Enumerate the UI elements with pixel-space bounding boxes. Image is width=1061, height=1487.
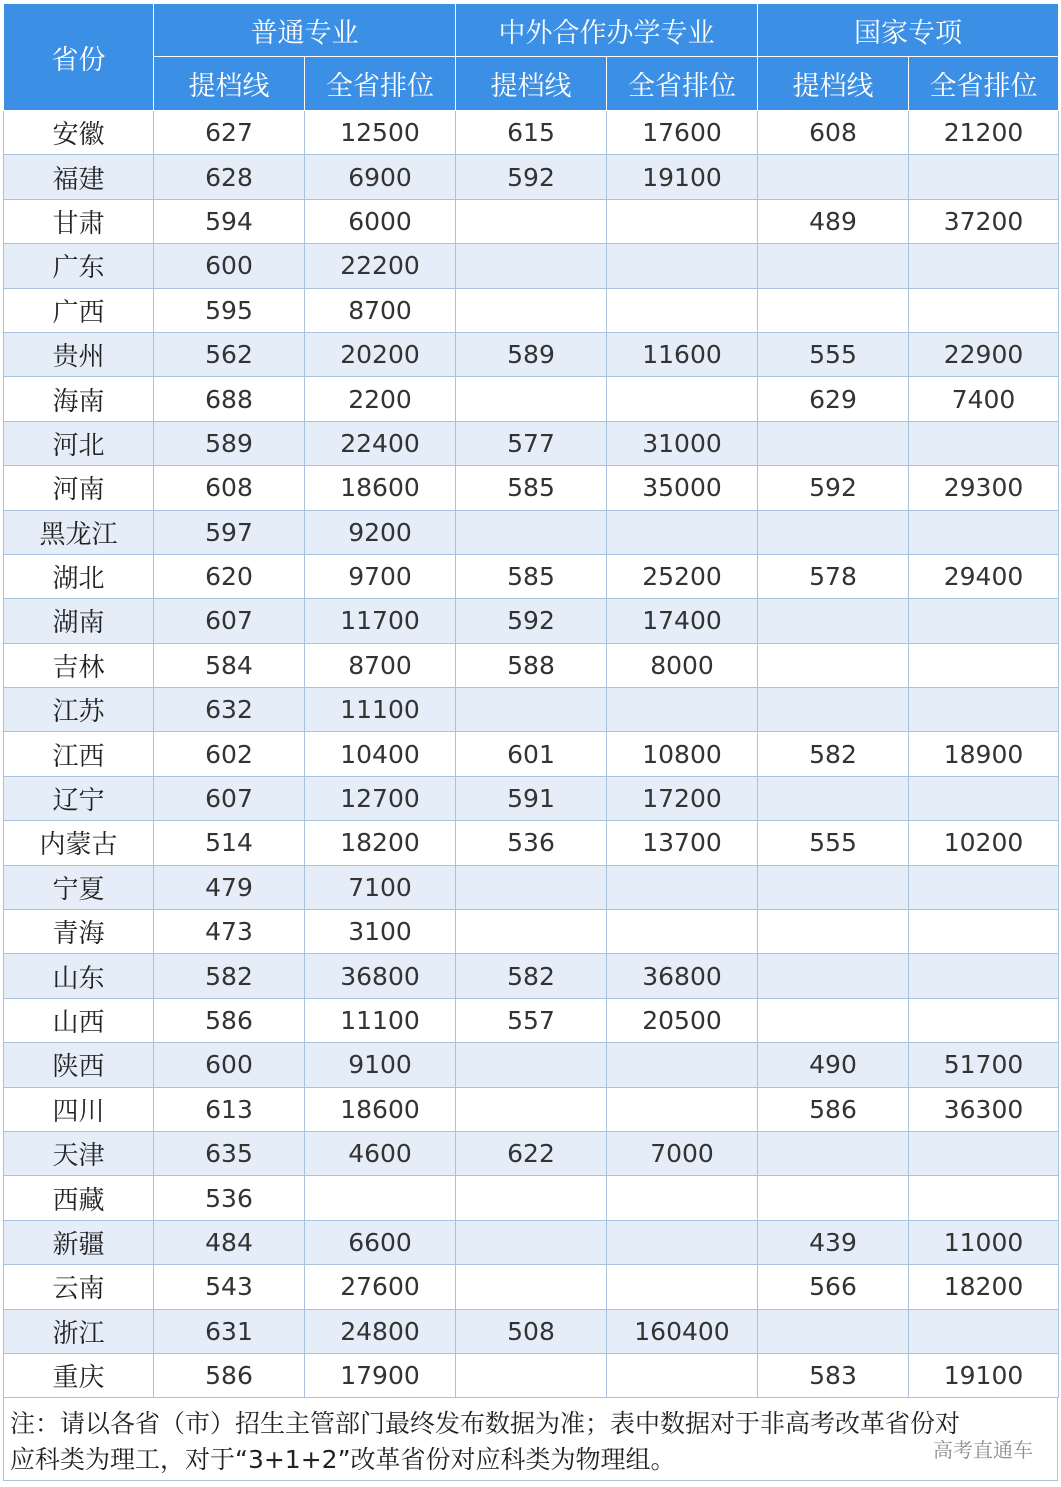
value-cell: 608	[758, 111, 909, 155]
province-cell: 广西	[4, 288, 154, 332]
value-cell: 27600	[305, 1265, 456, 1309]
value-cell	[607, 1220, 758, 1264]
province-cell: 海南	[4, 377, 154, 421]
province-cell: 四川	[4, 1087, 154, 1131]
table-row	[4, 155, 1059, 199]
value-cell: 536	[456, 821, 607, 865]
province-cell: 重庆	[4, 1353, 154, 1397]
value-cell: 543	[154, 1265, 305, 1309]
value-cell: 589	[154, 421, 305, 465]
value-cell: 18900	[909, 732, 1059, 776]
value-cell: 584	[154, 643, 305, 687]
value-cell: 578	[758, 554, 909, 598]
value-cell: 632	[154, 688, 305, 732]
value-cell	[456, 1087, 607, 1131]
province-cell: 新疆	[4, 1220, 154, 1264]
score-table-page	[3, 3, 1058, 1481]
province-cell: 河北	[4, 421, 154, 465]
province-cell: 宁夏	[4, 865, 154, 909]
table-row	[4, 1176, 1059, 1220]
province-cell: 云南	[4, 1265, 154, 1309]
table-row	[4, 821, 1059, 865]
value-cell: 13700	[607, 821, 758, 865]
value-cell: 29400	[909, 554, 1059, 598]
value-cell: 36300	[909, 1087, 1059, 1131]
value-cell	[758, 155, 909, 199]
value-cell	[607, 1176, 758, 1220]
province-cell: 江西	[4, 732, 154, 776]
value-cell	[909, 1176, 1059, 1220]
value-cell: 566	[758, 1265, 909, 1309]
value-cell: 9700	[305, 554, 456, 598]
value-cell	[909, 998, 1059, 1042]
province-cell: 内蒙古	[4, 821, 154, 865]
value-cell: 20500	[607, 998, 758, 1042]
value-cell: 11700	[305, 599, 456, 643]
province-cell: 黑龙江	[4, 510, 154, 554]
value-cell	[758, 776, 909, 820]
value-cell: 36800	[607, 954, 758, 998]
value-cell	[758, 998, 909, 1042]
value-cell: 6900	[305, 155, 456, 199]
value-cell: 600	[154, 1043, 305, 1087]
table-row	[4, 1131, 1059, 1175]
value-cell: 536	[154, 1176, 305, 1220]
table-row	[4, 244, 1059, 288]
table-row	[4, 776, 1059, 820]
value-cell	[758, 1309, 909, 1353]
value-cell	[758, 865, 909, 909]
value-cell	[456, 510, 607, 554]
value-cell	[909, 776, 1059, 820]
value-cell: 600	[154, 244, 305, 288]
value-cell: 514	[154, 821, 305, 865]
value-cell: 555	[758, 332, 909, 376]
province-cell: 天津	[4, 1131, 154, 1175]
province-cell: 浙江	[4, 1309, 154, 1353]
table-row	[4, 1043, 1059, 1087]
value-cell: 7100	[305, 865, 456, 909]
value-cell	[909, 1131, 1059, 1175]
header-group-joint: 中外合作办学专业	[456, 4, 758, 57]
value-cell: 18600	[305, 466, 456, 510]
value-cell: 18600	[305, 1087, 456, 1131]
value-cell: 588	[456, 643, 607, 687]
value-cell	[607, 244, 758, 288]
province-cell: 江苏	[4, 688, 154, 732]
value-cell: 595	[154, 288, 305, 332]
value-cell: 36800	[305, 954, 456, 998]
value-cell: 439	[758, 1220, 909, 1264]
table-row	[4, 111, 1059, 155]
value-cell: 4600	[305, 1131, 456, 1175]
table-row	[4, 954, 1059, 998]
value-cell: 602	[154, 732, 305, 776]
value-cell: 22900	[909, 332, 1059, 376]
value-cell	[607, 910, 758, 954]
value-cell: 620	[154, 554, 305, 598]
value-cell: 29300	[909, 466, 1059, 510]
value-cell	[758, 510, 909, 554]
footnote	[3, 1398, 1058, 1481]
value-cell	[758, 1176, 909, 1220]
watermark: 高考直通车	[933, 1438, 1033, 1463]
value-cell: 12700	[305, 776, 456, 820]
value-cell	[456, 244, 607, 288]
value-cell: 22400	[305, 421, 456, 465]
province-cell: 山西	[4, 998, 154, 1042]
value-cell: 586	[154, 1353, 305, 1397]
table-row	[4, 1220, 1059, 1264]
footnote-line-2: 应科类为理工，对于“3+1+2”改革省份对应科类为物理组。	[10, 1445, 676, 1475]
value-cell: 18200	[305, 821, 456, 865]
value-cell	[909, 421, 1059, 465]
table-row	[4, 1265, 1059, 1309]
value-cell	[456, 1220, 607, 1264]
value-cell: 586	[154, 998, 305, 1042]
value-cell: 622	[456, 1131, 607, 1175]
province-cell: 安徽	[4, 111, 154, 155]
value-cell: 479	[154, 865, 305, 909]
value-cell	[909, 599, 1059, 643]
value-cell: 562	[154, 332, 305, 376]
value-cell: 490	[758, 1043, 909, 1087]
value-cell: 635	[154, 1131, 305, 1175]
value-cell	[456, 1265, 607, 1309]
value-cell	[456, 199, 607, 243]
value-cell	[607, 377, 758, 421]
value-cell: 9100	[305, 1043, 456, 1087]
value-cell: 20200	[305, 332, 456, 376]
value-cell: 592	[456, 599, 607, 643]
value-cell	[456, 1176, 607, 1220]
value-cell	[607, 199, 758, 243]
table-row	[4, 554, 1059, 598]
table-row	[4, 421, 1059, 465]
value-cell: 6000	[305, 199, 456, 243]
value-cell: 17200	[607, 776, 758, 820]
table-row	[4, 332, 1059, 376]
value-cell: 160400	[607, 1309, 758, 1353]
table-row	[4, 377, 1059, 421]
table-row	[4, 1353, 1059, 1397]
value-cell	[758, 688, 909, 732]
value-cell: 628	[154, 155, 305, 199]
header-group-regular: 普通专业	[154, 4, 456, 57]
value-cell: 35000	[607, 466, 758, 510]
value-cell	[456, 688, 607, 732]
value-cell: 3100	[305, 910, 456, 954]
value-cell: 25200	[607, 554, 758, 598]
value-cell	[607, 1043, 758, 1087]
value-cell: 7000	[607, 1131, 758, 1175]
value-cell: 8700	[305, 643, 456, 687]
value-cell: 19100	[607, 155, 758, 199]
value-cell: 582	[456, 954, 607, 998]
value-cell: 6600	[305, 1220, 456, 1264]
value-cell	[607, 288, 758, 332]
table-row	[4, 510, 1059, 554]
value-cell	[758, 288, 909, 332]
value-cell: 589	[456, 332, 607, 376]
value-cell	[909, 865, 1059, 909]
value-cell: 24800	[305, 1309, 456, 1353]
value-cell: 585	[456, 466, 607, 510]
value-cell	[758, 954, 909, 998]
value-cell: 592	[456, 155, 607, 199]
value-cell	[909, 288, 1059, 332]
value-cell	[607, 1353, 758, 1397]
footnote-line-1: 注：请以各省（市）招生主管部门最终发布数据为准；表中数据对于非高考改革省份对	[10, 1409, 961, 1439]
province-cell: 福建	[4, 155, 154, 199]
value-cell: 11100	[305, 688, 456, 732]
value-cell: 601	[456, 732, 607, 776]
value-cell	[456, 288, 607, 332]
value-cell: 591	[456, 776, 607, 820]
value-cell: 613	[154, 1087, 305, 1131]
table-row	[4, 865, 1059, 909]
table-row	[4, 466, 1059, 510]
value-cell: 582	[154, 954, 305, 998]
value-cell: 688	[154, 377, 305, 421]
table-row	[4, 910, 1059, 954]
admission-score-table	[3, 3, 1059, 1398]
province-cell: 河南	[4, 466, 154, 510]
value-cell: 22200	[305, 244, 456, 288]
value-cell	[607, 865, 758, 909]
value-cell	[456, 910, 607, 954]
value-cell: 607	[154, 776, 305, 820]
value-cell: 585	[456, 554, 607, 598]
value-cell: 583	[758, 1353, 909, 1397]
value-cell: 31000	[607, 421, 758, 465]
value-cell	[758, 244, 909, 288]
value-cell: 484	[154, 1220, 305, 1264]
table-row	[4, 998, 1059, 1042]
table-body	[4, 111, 1059, 1398]
value-cell: 8700	[305, 288, 456, 332]
value-cell	[456, 377, 607, 421]
table-row	[4, 199, 1059, 243]
value-cell: 11600	[607, 332, 758, 376]
province-cell: 西藏	[4, 1176, 154, 1220]
value-cell	[607, 1087, 758, 1131]
header-sub-rank: 全省排位	[909, 57, 1059, 111]
value-cell	[909, 688, 1059, 732]
value-cell: 594	[154, 199, 305, 243]
value-cell	[909, 643, 1059, 687]
value-cell: 489	[758, 199, 909, 243]
value-cell	[909, 155, 1059, 199]
value-cell: 586	[758, 1087, 909, 1131]
value-cell: 592	[758, 466, 909, 510]
value-cell: 10800	[607, 732, 758, 776]
value-cell	[607, 688, 758, 732]
province-cell: 广东	[4, 244, 154, 288]
header-sub-cutoff: 提档线	[758, 57, 909, 111]
table-row	[4, 643, 1059, 687]
province-cell: 辽宁	[4, 776, 154, 820]
value-cell: 608	[154, 466, 305, 510]
value-cell	[456, 1043, 607, 1087]
value-cell	[758, 910, 909, 954]
table-row	[4, 1087, 1059, 1131]
value-cell: 627	[154, 111, 305, 155]
table-row	[4, 732, 1059, 776]
table-row	[4, 688, 1059, 732]
value-cell	[456, 865, 607, 909]
province-cell: 湖南	[4, 599, 154, 643]
table-row	[4, 288, 1059, 332]
value-cell	[607, 1265, 758, 1309]
value-cell: 10200	[909, 821, 1059, 865]
value-cell: 597	[154, 510, 305, 554]
value-cell: 51700	[909, 1043, 1059, 1087]
table-row	[4, 599, 1059, 643]
value-cell	[758, 599, 909, 643]
header-sub-cutoff: 提档线	[154, 57, 305, 111]
value-cell: 555	[758, 821, 909, 865]
value-cell	[758, 1131, 909, 1175]
value-cell	[909, 510, 1059, 554]
value-cell: 629	[758, 377, 909, 421]
value-cell: 11100	[305, 998, 456, 1042]
header-sub-cutoff: 提档线	[456, 57, 607, 111]
header-sub-rank: 全省排位	[305, 57, 456, 111]
value-cell	[758, 643, 909, 687]
table-row	[4, 1309, 1059, 1353]
value-cell: 2200	[305, 377, 456, 421]
value-cell: 582	[758, 732, 909, 776]
header-group-national: 国家专项	[758, 4, 1059, 57]
value-cell	[909, 1309, 1059, 1353]
value-cell: 37200	[909, 199, 1059, 243]
value-cell: 12500	[305, 111, 456, 155]
value-cell: 9200	[305, 510, 456, 554]
province-cell: 陕西	[4, 1043, 154, 1087]
value-cell	[305, 1176, 456, 1220]
value-cell: 607	[154, 599, 305, 643]
value-cell	[456, 1353, 607, 1397]
value-cell	[909, 244, 1059, 288]
value-cell: 11000	[909, 1220, 1059, 1264]
value-cell: 631	[154, 1309, 305, 1353]
province-cell: 贵州	[4, 332, 154, 376]
table-header	[4, 4, 1059, 111]
header-sub-rank: 全省排位	[607, 57, 758, 111]
value-cell: 17900	[305, 1353, 456, 1397]
value-cell	[909, 910, 1059, 954]
value-cell: 557	[456, 998, 607, 1042]
value-cell	[607, 510, 758, 554]
province-cell: 青海	[4, 910, 154, 954]
value-cell: 8000	[607, 643, 758, 687]
value-cell: 508	[456, 1309, 607, 1353]
value-cell	[758, 421, 909, 465]
value-cell: 19100	[909, 1353, 1059, 1397]
value-cell: 473	[154, 910, 305, 954]
value-cell: 17600	[607, 111, 758, 155]
value-cell: 17400	[607, 599, 758, 643]
value-cell: 10400	[305, 732, 456, 776]
value-cell: 7400	[909, 377, 1059, 421]
province-cell: 湖北	[4, 554, 154, 598]
header-province: 省份	[4, 4, 154, 111]
value-cell: 18200	[909, 1265, 1059, 1309]
province-cell: 吉林	[4, 643, 154, 687]
value-cell: 615	[456, 111, 607, 155]
province-cell: 甘肃	[4, 199, 154, 243]
value-cell: 21200	[909, 111, 1059, 155]
value-cell: 577	[456, 421, 607, 465]
value-cell	[909, 954, 1059, 998]
province-cell: 山东	[4, 954, 154, 998]
